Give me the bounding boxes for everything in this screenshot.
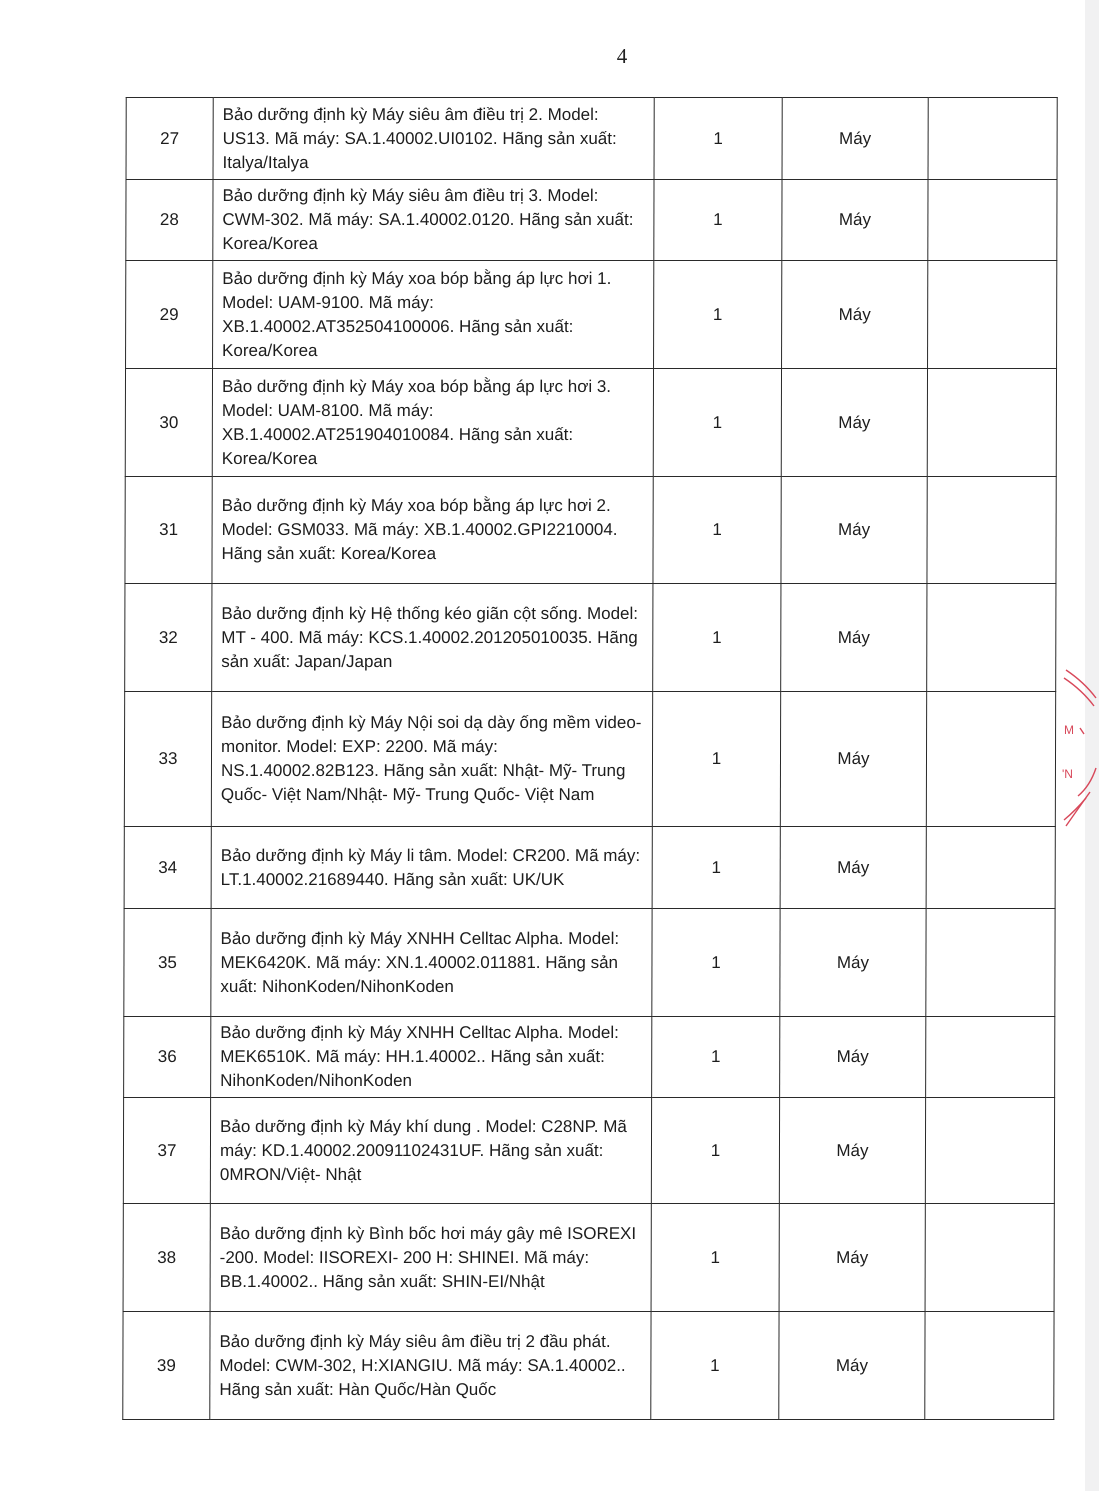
unit-cell: Máy	[781, 369, 927, 477]
table-row	[124, 909, 1055, 1017]
note-cell	[926, 827, 1055, 909]
unit-cell: Máy	[782, 180, 928, 261]
row-number-cell: 30	[125, 369, 212, 477]
table-row	[124, 1017, 1055, 1098]
note-cell	[925, 1098, 1054, 1204]
table-row	[125, 477, 1056, 584]
red-stamp-fragment	[1060, 668, 1099, 828]
unit-cell: Máy	[779, 1098, 925, 1204]
note-cell	[925, 1312, 1054, 1420]
table-row	[123, 1312, 1054, 1420]
description-cell: Bảo dưỡng định kỳ Máy siêu âm điều trị 2 đầu phát. Model: CWM-302, H:XIANGIU. Mã máy: SA.1.40002.. Hãng sản xuất: Hàn Quốc/Hàn Quốc	[210, 1312, 651, 1420]
note-cell	[925, 1204, 1054, 1312]
row-number-cell: 34	[124, 827, 211, 909]
description-cell: Bảo dưỡng định kỳ Máy siêu âm điều trị 2. Model: US13. Mã máy: SA.1.40002.UI0102. Hãng sản xuất: Italya/Italya	[213, 98, 654, 180]
unit-cell: Máy	[781, 584, 927, 692]
table-row	[123, 1204, 1054, 1312]
quantity-cell: 1	[652, 692, 780, 827]
unit-cell: Máy	[780, 909, 926, 1017]
description-cell: Bảo dưỡng định kỳ Bình bốc hơi máy gây mê ISOREXI -200. Model: IISOREXI- 200 H: SHINEI. Mã máy: BB.1.40002.. Hãng sản xuất: SHIN-EI/Nhật	[210, 1204, 651, 1312]
note-cell	[926, 692, 1055, 827]
unit-cell: Máy	[782, 98, 928, 180]
unit-cell: Máy	[780, 827, 926, 909]
row-number-cell: 38	[123, 1204, 210, 1312]
description-cell: Bảo dưỡng định kỳ Máy XNHH Celltac Alpha. Model: MEK6510K. Mã máy: HH.1.40002.. Hãng sản xuất: NihonKoden/NihonKoden	[211, 1017, 652, 1098]
description-cell: Bảo dưỡng định kỳ Hệ thống kéo giãn cột sống. Model: MT - 400. Mã máy: KCS.1.40002.201205010035. Hãng sản xuất: Japan/Japan	[212, 584, 653, 692]
unit-cell: Máy	[782, 261, 928, 369]
row-number-cell: 33	[124, 692, 211, 827]
description-cell: Bảo dưỡng định kỳ Máy khí dung . Model: C28NP. Mã máy: KD.1.40002.20091102431UF. Hãng sản xuất: 0MRON/Việt- Nhật	[210, 1098, 651, 1204]
row-number-cell: 36	[124, 1017, 211, 1098]
unit-cell: Máy	[780, 692, 926, 827]
quantity-cell: 1	[652, 909, 780, 1017]
quantity-cell: 1	[652, 827, 780, 909]
quantity-cell: 1	[653, 369, 781, 477]
row-number-cell: 31	[125, 477, 212, 584]
quantity-cell: 1	[654, 98, 782, 180]
svg-text:'N: 'N	[1062, 767, 1073, 781]
note-cell	[926, 909, 1055, 1017]
table-row	[125, 584, 1056, 692]
quantity-cell: 1	[653, 477, 781, 584]
table-body	[123, 98, 1057, 1420]
quantity-cell: 1	[654, 180, 782, 261]
description-cell: Bảo dưỡng định kỳ Máy xoa bóp bằng áp lực hơi 1. Model: UAM-9100. Mã máy: XB.1.40002.AT352504100006. Hãng sản xuất: Korea/Korea	[213, 261, 654, 369]
description-cell: Bảo dưỡng định kỳ Máy Nội soi dạ dày ống mềm video- monitor. Model: EXP: 2200. Mã máy: NS.1.40002.82B123. Hãng sản xuất: Nhật- Mỹ- Trung Quốc- Việt Nam/Nhật- Mỹ- Trung Quốc- Việt Nam	[211, 692, 652, 827]
table-row	[124, 692, 1055, 827]
note-cell	[928, 180, 1057, 261]
description-cell: Bảo dưỡng định kỳ Máy XNHH Celltac Alpha. Model: MEK6420K. Mã máy: XN.1.40002.011881. Hãng sản xuất: NihonKoden/NihonKoden	[211, 909, 652, 1017]
table-row	[124, 827, 1055, 909]
note-cell	[927, 477, 1056, 584]
note-cell	[926, 1017, 1055, 1098]
row-number-cell: 39	[123, 1312, 210, 1420]
note-cell	[928, 98, 1057, 180]
quantity-cell: 1	[654, 261, 782, 369]
quantity-cell: 1	[652, 1017, 780, 1098]
quantity-cell: 1	[651, 1312, 779, 1420]
unit-cell: Máy	[779, 1312, 925, 1420]
row-number-cell: 27	[126, 98, 213, 180]
description-cell: Bảo dưỡng định kỳ Máy xoa bóp bằng áp lực hơi 2. Model: GSM033. Mã máy: XB.1.40002.GPI2210004. Hãng sản xuất: Korea/Korea	[212, 477, 653, 584]
unit-cell: Máy	[781, 477, 927, 584]
page-number: 4	[616, 44, 628, 68]
svg-text:M: M	[1064, 723, 1074, 737]
note-cell	[927, 369, 1056, 477]
table-row	[123, 1098, 1054, 1204]
table-row	[126, 180, 1057, 261]
description-cell: Bảo dưỡng định kỳ Máy xoa bóp bằng áp lực hơi 3. Model: UAM-8100. Mã máy: XB.1.40002.AT251904010084. Hãng sản xuất: Korea/Korea	[212, 369, 653, 477]
table-row	[126, 98, 1057, 180]
note-cell	[927, 584, 1056, 692]
row-number-cell: 35	[124, 909, 211, 1017]
unit-cell: Máy	[780, 1017, 926, 1098]
row-number-cell: 32	[125, 584, 212, 692]
quantity-cell: 1	[651, 1098, 779, 1204]
row-number-cell: 37	[123, 1098, 210, 1204]
unit-cell: Máy	[779, 1204, 925, 1312]
quantity-cell: 1	[651, 1204, 779, 1312]
table-row	[126, 261, 1057, 369]
description-cell: Bảo dưỡng định kỳ Máy siêu âm điều trị 3. Model: CWM-302. Mã máy: SA.1.40002.0120. Hãng sản xuất: Korea/Korea	[213, 180, 654, 261]
table-row	[125, 369, 1056, 477]
quantity-cell: 1	[653, 584, 781, 692]
note-cell	[928, 261, 1057, 369]
row-number-cell: 28	[126, 180, 213, 261]
row-number-cell: 29	[126, 261, 213, 369]
equipment-table	[122, 97, 1057, 1420]
description-cell: Bảo dưỡng định kỳ Máy li tâm. Model: CR200. Mã máy: LT.1.40002.21689440. Hãng sản xuất: UK/UK	[211, 827, 652, 909]
